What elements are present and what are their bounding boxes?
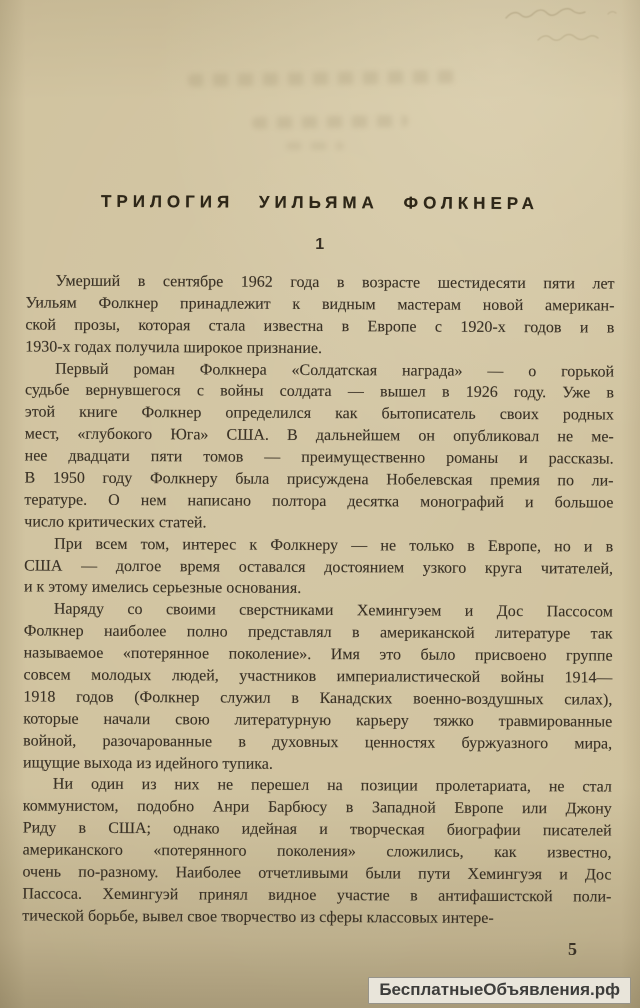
text-line: нее двадцати пяти томов — преимущественно романы и рассказы. [24, 447, 614, 468]
text-line: Фолкнер наиболее полно представлял в американской литературе так [23, 622, 613, 643]
body-text [22, 270, 614, 930]
text-line: ищущие выхода из идейного тупика. [23, 754, 273, 773]
text-line: мест, «глубокого Юга» США. В дальнейшем он опубликовал не ме- [24, 425, 614, 446]
paragraph [22, 774, 612, 930]
text-line: 1918 годов (Фолкнер служил в Канадских военно-воздушных силах), [23, 688, 613, 709]
paragraph [24, 358, 614, 536]
text-line: Наряду со своими сверстниками Хемингуэем и Дос Пассосом [53, 600, 613, 621]
page-title: ТРИЛОГИЯ УИЛЬЯМА ФОЛКНЕРА [100, 191, 539, 214]
text-line: ской прозы, которая стала известна в Европе с 1920-х годов и в [25, 316, 615, 337]
text-line: Уильям Фолкнер принадлежит к видным мастерам новой американ- [25, 294, 615, 315]
text-line: Риду в США; однако идейная и творческая биографии писателей [22, 819, 612, 840]
text-line: Умерший в сентябре 1962 года в возрасте шестидесяти пяти лет [55, 272, 615, 293]
text-line: совсем молодых людей, участников империалистической войны 1914— [23, 666, 613, 687]
text-line: тературе. О нем написано полтора десятка монографий и большое [24, 491, 614, 512]
text-line: очень по-разному. Наиболее отчетливыми были пути Хемингуэя и Дос [22, 863, 612, 884]
text-line: 1930-х годах получила широкое признание. [25, 338, 323, 357]
page-number: 5 [568, 939, 577, 959]
text-line: войной, разочарованные в духовных ценностях буржуазного мира, [23, 732, 613, 753]
text-line: Пассоса. Хемингуэй принял видное участие в антифашистской поли- [22, 885, 612, 906]
paragraph [25, 270, 614, 361]
text-line: Первый роман Фолкнера «Солдатская награда» — о горькой [55, 360, 615, 381]
text-line: число критических статей. [24, 513, 207, 532]
text-line: американского «потерянного поколения» сложились, как известно, [22, 841, 612, 862]
text-line: называемое «потерянное поколение». Имя это было присвоено группе [23, 644, 613, 665]
text-line: США — долгое время оставался достоянием узкого круга читателей, [24, 557, 614, 578]
text-line: этой книге Фолкнер определился как бытописатель своих родных [24, 403, 614, 424]
watermark: БесплатныеОбъявления.рф [368, 977, 631, 1004]
text-line: которые начали свою литературную карьеру тяжко травмированные [23, 710, 613, 731]
text-line: судьбе вернувшегося с войны солдата — вышел в 1926 году. Уже в [24, 381, 615, 402]
text-line: и к этому имелись серьезные основания. [23, 578, 302, 598]
section-number: 1 [315, 235, 325, 254]
paragraph [24, 533, 613, 602]
text-line: При всем том, интерес к Фолкнеру — не только в Европе, но и в [54, 535, 614, 556]
text-line: Ни один из них не перешел на позиции пролетариата, не стал [52, 776, 612, 797]
text-line: В 1950 году Фолкнеру была присуждена Нобелевская премия по ли- [24, 469, 614, 490]
text-line: коммунистом, подобно Анри Барбюсу в Западной Европе или Джону [22, 797, 612, 818]
text-line: тической борьбе, вывел свое творчество из сферы классовых интере- [22, 907, 494, 927]
paragraph [23, 599, 613, 777]
